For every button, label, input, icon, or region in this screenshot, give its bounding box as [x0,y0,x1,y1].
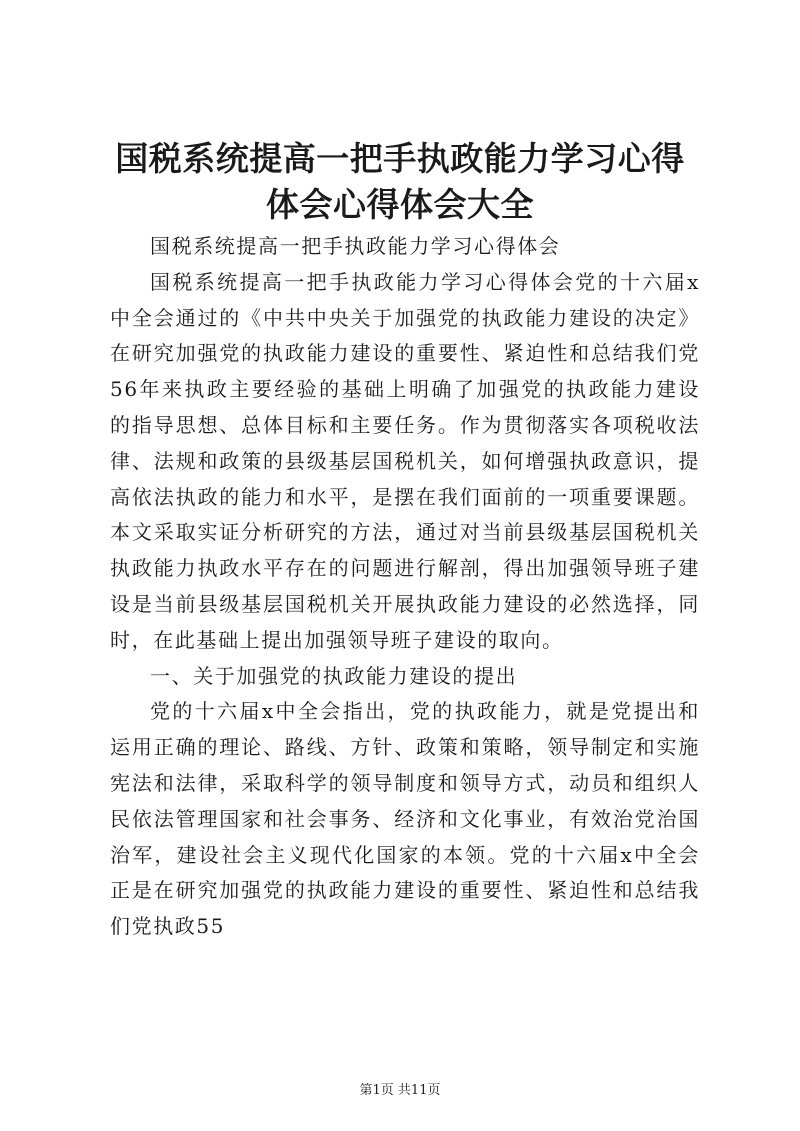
paragraph-intro: 国税系统提高一把手执政能力学习心得体会党的十六届x中全会通过的《中共中央关于加强党的执政能力建设的决定》在研究加强党的执政能力建设的重要性、紧迫性和总结我们党56年来执政主要经验的基础上明确了加强党的执政能力建设的指导思想、总体目标和主要任务。作为贯彻落实各项税收法律、法规和政策的县级基层国税机关，如何增强执政意识，提高依法执政的能力和水平，是摆在我们面前的一项重要课题。本文采取实证分析研究的方法，通过对当前县级基层国税机关执政能力执政水平存在的问题进行解剖，得出加强领导班子建设是当前县级基层国税机关开展执政能力建设的必然选择，同时，在此基础上提出加强领导班子建设的取向。 [110,269,700,652]
paragraph-section-one: 党的十六届x中全会指出，党的执政能力，就是党提出和运用正确的理论、路线、方针、政策和策略，领导制定和实施宪法和法律，采取科学的领导制度和领导方式，动员和组织人民依法管理国家和社会事务、经济和文化事业，有效治党治国治军，建设社会主义现代化国家的本领。党的十六届x中全会正是在研究加强党的执政能力建设的重要性、紧迫性和总结我们党执政55 [110,699,700,939]
section-heading: 一、关于加强党的执政能力建设的提出 [150,663,518,688]
paragraph-subtitle: 国税系统提高一把手执政能力学习心得体会 [150,234,561,258]
page-number-footer: 第1页 共11页 [359,1083,441,1098]
document-title: 国税系统提高一把手执政能力学习心得体会心得体会大全 [115,139,685,224]
document-body [110,229,700,945]
